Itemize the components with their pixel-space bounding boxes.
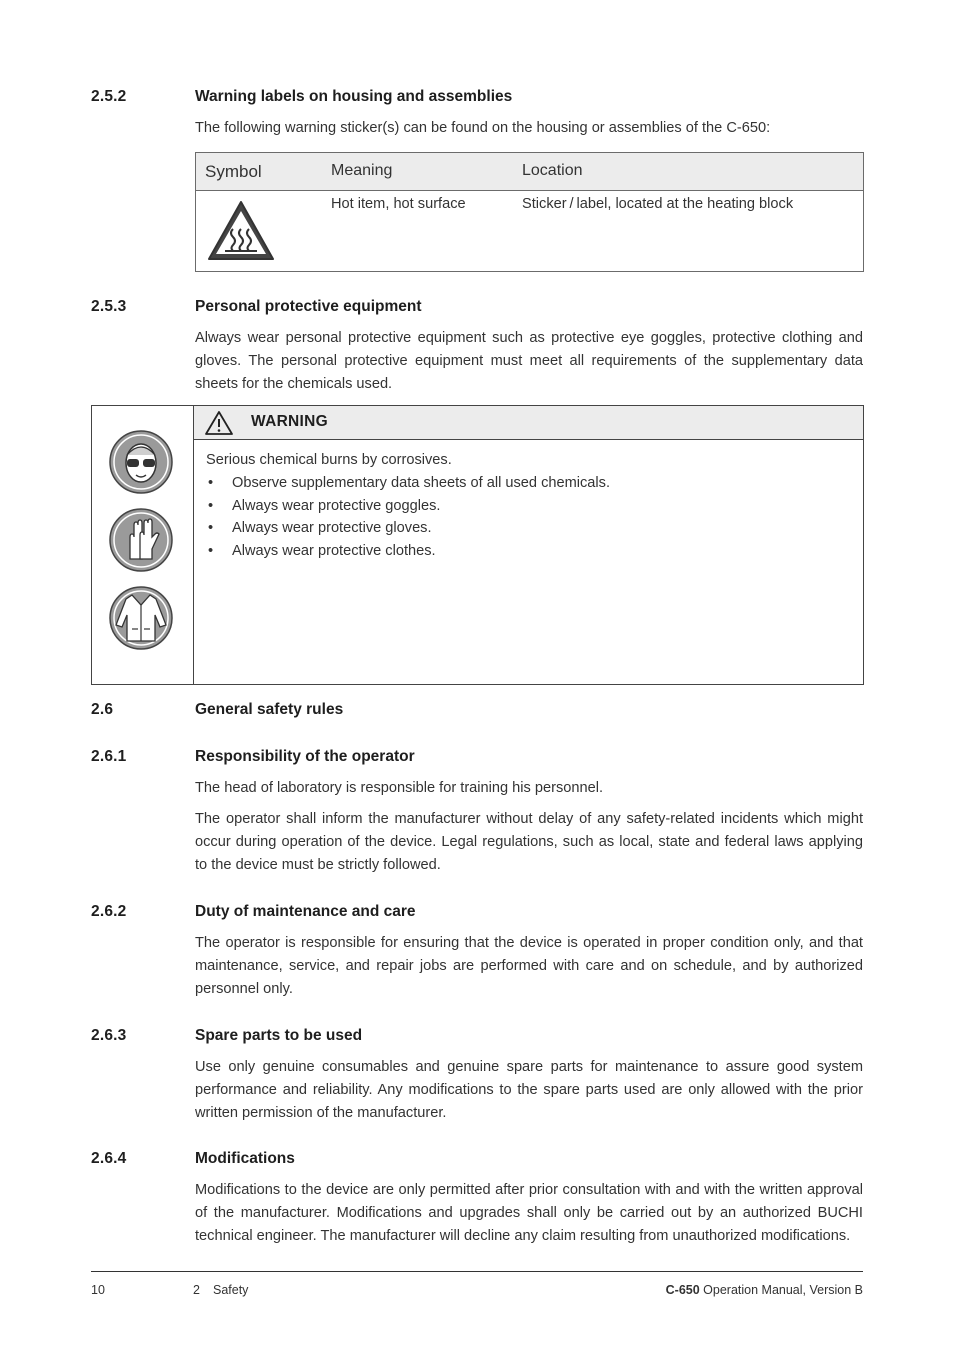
footer-chapter: Safety [213,1283,249,1297]
section-title: Responsibility of the operator [195,748,415,765]
column-header-meaning: Meaning [331,162,393,179]
list-item: • Observe supplementary data sheets of all used chemicals. [206,472,846,495]
section-number: 2.5.2 [91,88,127,105]
list-item: • Always wear protective gloves. [206,517,846,540]
gloves-icon [108,507,174,573]
warning-triangle-icon [204,410,234,436]
section-text: The head of laboratory is responsible for training his personnel. [195,780,604,796]
warning-lead: Serious chemical burns by corrosives. [206,452,452,468]
section-title: Warning labels on housing and assemblies [195,88,513,105]
section-title: Personal protective equipment [195,298,422,315]
section-text: Use only genuine consumables and genuine spare parts for maintenance to assure good system performance and reliability. Any modifications to the spare parts used are only allowed with the prior written permission of the manufacturer. [195,1059,863,1121]
warning-title: WARNING [251,413,329,430]
section-title: Spare parts to be used [195,1027,363,1044]
table-header [196,153,863,191]
hot-surface-warning-icon [206,199,276,263]
section-number: 2.5.3 [91,298,127,315]
section-number: 2.6.2 [91,903,127,920]
lab-coat-icon [108,585,174,651]
goggles-icon [108,429,174,495]
list-item: • Always wear protective clothes. [206,540,846,563]
list-item: • Always wear protective goggles. [206,495,846,518]
warning-box [91,405,864,685]
section-number: 2.6.3 [91,1027,127,1044]
section-title: Duty of maintenance and care [195,903,416,920]
divider [193,406,194,684]
section-text: Always wear personal protective equipment such as protective eye goggles, protective clothing and gloves. The personal protective equipment must meet all requirements of the supplementary data sheets for the chemicals used. [195,330,863,392]
table-cell-meaning: Hot item, hot surface [331,196,466,212]
section-number: 2.6.1 [91,748,127,765]
section-text: Modifications to the device are only permitted after prior consultation with and with the written approval of the manufacturer. Modifications and upgrades shall only be carried out by an authorized BUCHI technical engineer. The manufacturer will decline any claim resulting from unauthorized modifications. [195,1182,863,1244]
table-cell-location: Sticker / label, located at the heating block [522,196,794,212]
footer-rule [91,1271,863,1272]
section-number: 2.6.4 [91,1150,127,1167]
column-header-symbol: Symbol [205,162,262,181]
warning-list [206,472,846,563]
column-header-location: Location [522,162,583,179]
section-number: 2.6 [91,701,114,718]
warning-body [206,449,846,563]
warning-labels-table [195,152,864,272]
footer-product: C-650 [665,1283,700,1297]
section-intro: The following warning sticker(s) can be found on the housing or assemblies of the C-650: [195,120,771,136]
warning-header [194,406,863,440]
footer-manual-ref [666,1283,863,1297]
footer-manual: Operation Manual, Version B [703,1283,863,1297]
footer-chapter-number: 2 [193,1283,200,1297]
page-number: 10 [91,1283,105,1297]
section-title: General safety rules [195,701,344,718]
section-text: The operator shall inform the manufacturer without delay of any safety-related incidents which might occur during operation of the device. Legal regulations, such as local, state and federal laws applying to the device must be strictly followed. [195,811,863,873]
section-title: Modifications [195,1150,295,1167]
section-text: The operator is responsible for ensuring that the device is operated in proper condition only, and that maintenance, service, and repair jobs are performed with care and on schedule, and by authorized personnel only. [195,935,863,997]
